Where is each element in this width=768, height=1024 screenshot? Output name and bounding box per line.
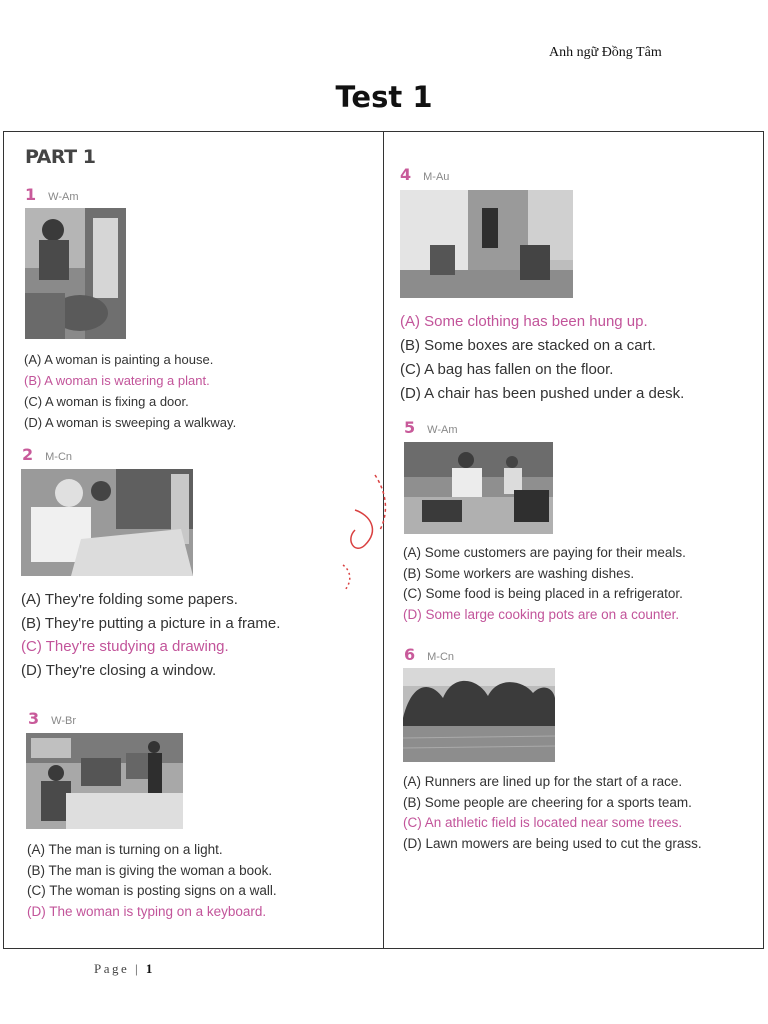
question-speaker: W-Am <box>427 424 458 436</box>
question-3-header <box>28 709 76 728</box>
option-b[interactable]: (B) Some people are cheering for a sports team. <box>403 794 692 810</box>
option-a[interactable]: (A) A woman is painting a house. <box>24 352 214 367</box>
question-1-header <box>25 185 79 204</box>
option-c[interactable]: (C) An athletic field is located near some trees. <box>403 815 683 831</box>
question-2-header <box>22 445 72 464</box>
page-label: Page | <box>94 961 146 976</box>
option-a[interactable]: (A) They're folding some papers. <box>21 591 238 608</box>
option-b[interactable]: (B) The man is giving the woman a book. <box>27 862 273 878</box>
option-a[interactable]: (A) Runners are lined up for the start of a race. <box>403 774 683 789</box>
question-speaker: M-Cn <box>427 651 455 663</box>
option-a[interactable]: (A) The man is turning on a light. <box>27 842 223 857</box>
option-b[interactable]: (B) A woman is watering a plant. <box>24 373 210 388</box>
question-number: 1 <box>25 185 37 204</box>
question-3-photo <box>26 733 183 829</box>
question-2-photo <box>21 469 193 576</box>
question-number: 4 <box>400 165 412 184</box>
option-d[interactable]: (D) They're closing a window. <box>21 661 217 679</box>
option-a[interactable]: (A) Some clothing has been hung up. <box>400 313 648 330</box>
question-speaker: M-Cn <box>45 451 73 463</box>
option-b[interactable]: (B) They're putting a picture in a frame. <box>21 614 281 632</box>
question-4-header <box>400 165 449 184</box>
question-6-photo <box>403 668 555 762</box>
option-a[interactable]: (A) Some customers are paying for their meals. <box>403 545 686 560</box>
option-b[interactable]: (B) Some workers are washing dishes. <box>403 565 635 581</box>
question-4-options <box>400 310 684 406</box>
part-label: PART 1 <box>25 146 96 168</box>
option-d[interactable]: (D) Some large cooking pots are on a counter. <box>403 607 680 623</box>
option-c[interactable]: (C) A woman is fixing a door. <box>24 394 189 409</box>
option-c[interactable]: (C) A bag has fallen on the floor. <box>400 361 614 378</box>
question-5-options <box>403 543 686 626</box>
page-title: Test 1 <box>335 80 433 114</box>
question-1-options <box>24 349 236 433</box>
question-2-options <box>21 588 280 682</box>
option-d[interactable]: (D) Lawn mowers are being used to cut the grass. <box>403 836 702 852</box>
option-b[interactable]: (B) Some boxes are stacked on a cart. <box>400 337 656 354</box>
brand-header: Anh ngữ Đồng Tâm <box>549 45 662 60</box>
watermark-mark <box>335 470 395 600</box>
question-5-photo <box>404 442 553 534</box>
question-5-header <box>404 418 458 437</box>
question-1-photo <box>25 208 126 339</box>
question-speaker: M-Au <box>423 171 450 183</box>
question-speaker: W-Am <box>48 191 79 203</box>
option-d[interactable]: (D) The woman is typing on a keyboard. <box>27 904 267 920</box>
question-6-options <box>403 772 702 855</box>
question-number: 3 <box>28 709 40 728</box>
question-6-header <box>404 645 454 664</box>
option-c[interactable]: (C) Some food is being placed in a refrigerator. <box>403 586 683 602</box>
option-c[interactable]: (C) They're studying a drawing. <box>21 638 229 655</box>
question-number: 5 <box>404 418 416 437</box>
page-footer <box>94 961 152 977</box>
question-number: 6 <box>404 645 416 664</box>
option-c[interactable]: (C) The woman is posting signs on a wall. <box>27 883 277 899</box>
question-4-photo <box>400 190 573 298</box>
question-speaker: W-Br <box>51 715 76 727</box>
option-d[interactable]: (D) A woman is sweeping a walkway. <box>24 415 237 430</box>
question-3-options <box>27 840 277 923</box>
option-d[interactable]: (D) A chair has been pushed under a desk. <box>400 385 685 402</box>
question-number: 2 <box>22 445 34 464</box>
page-number: 1 <box>145 961 153 976</box>
